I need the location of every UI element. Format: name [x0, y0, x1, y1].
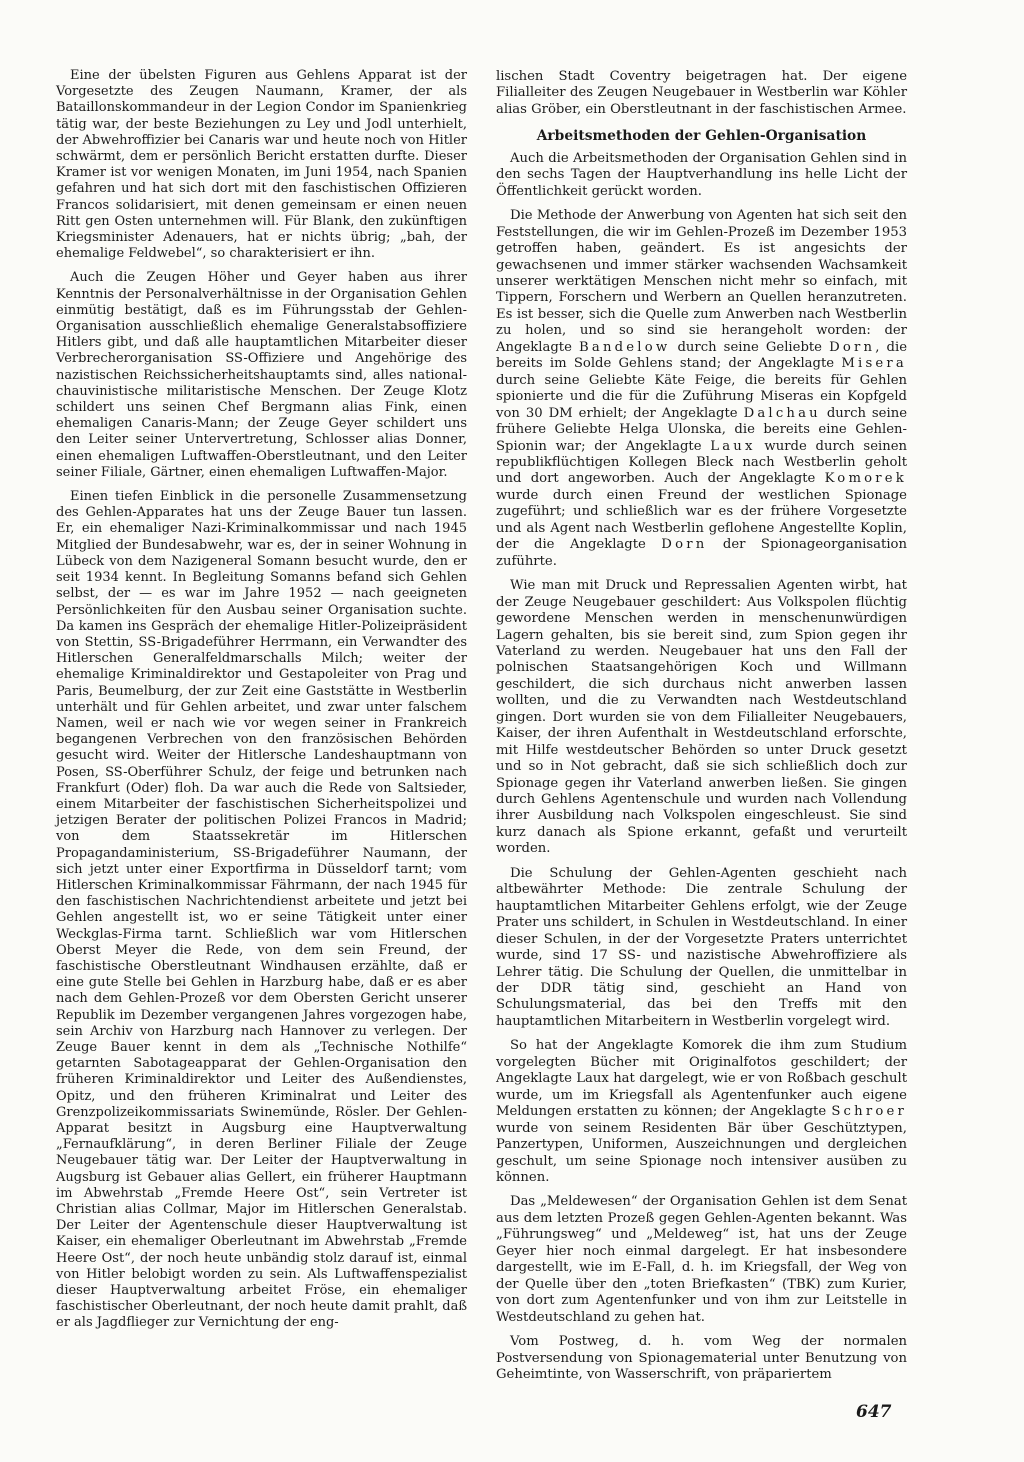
- spaced-name: Bandelow: [579, 339, 671, 355]
- paragraph-postweg: Vom Postweg, d. h. vom Weg der normalen Postversendung von Spionagematerial unter Benutzung von Geheimtinte, von Wasserschrift, von präpariertem: [496, 1334, 907, 1382]
- paragraph-schulung: Die Schulung der Gehlen-Agenten geschieht nach altbewährter Methode: Die zentrale Schulung der hauptamtlichen Mitarbeiter Gehlens erfolgt, wie der Zeuge Prater uns schildert, in Schulen in Westdeutschland. In einer dieser Schulen, in der der Vorgesetzte Praters unterrichtet wurde, sind 17 SS- und nazistische Abwehroffiziere als Lehrer tätig. Die Schulung der Quellen, die unmittelbar in der DDR tätig sind, geschieht an Hand von Schulungsmaterial, das bei den Treffs mit den hauptamtlichen Mitarbeitern in Westberlin vorgelegt wird.: [496, 865, 907, 1029]
- paragraph-komorek: So hat der Angeklagte Komorek die ihm zum Studium vorgelegten Bücher mit Originalfotos geschildert; der Angeklagte Laux hat dargelegt, wie er von Roßbach geschult wurde, um im Kriegsfall als Agentenfunker auch eigene Meldungen erstatten zu können; der Angeklagte Schroer wurde von seinem Residenten Bär über Geschütztypen, Panzertypen, Uniformen, Auszeichnungen und dergleichen geschult, um seine Spionage noch intensiver ausüben zu können.: [496, 1038, 907, 1185]
- paragraph-meldewesen: Das „Meldewesen“ der Organisation Gehlen ist dem Senat aus dem letzten Prozeß gegen Gehlen-Agenten bekannt. Was „Führungsweg“ und „Meldeweg“ ist, hat uns der Zeuge Geyer hier noch einmal dargelegt. Er hat insbesondere dargestellt, wie im E-Fall, d. h. im Kriegsfall, der Weg von der Quelle über den „toten Briefkasten“ (TBK) zum Kurier, von dort zum Agentenfunker und von ihm zur Leitstelle in Westdeutschland zu gehen hat.: [496, 1194, 907, 1325]
- page-number: 647: [856, 1402, 892, 1422]
- spaced-name: Misera: [841, 356, 907, 372]
- spaced-name: Dalchau: [743, 405, 821, 421]
- left-column: [56, 68, 467, 1340]
- spaced-name: Dorn: [661, 537, 708, 553]
- paragraph-kramer: Eine der übelsten Figuren aus Gehlens Apparat ist der Vorgesetzte des Zeugen Naumann, Kramer, der als Bataillonskommandeur in der Legion Condor im Spanienkrieg tätig war, der beste Beziehungen zu Ley und Jodl unterhielt, der Abwehroffizier bei Canaris war und heute noch von Hitler schwärmt, dem er persönlich Bericht erstatten durfte. Dieser Kramer ist vor wenigen Monaten, im Juni 1954, nach Spanien gefahren und hat sich dort mit den faschistischen Offizieren Francos solidarisiert, mit denen gemeinsam er einen neuen Ritt gen Osten unternehmen will. Für Blank, den zukünftigen Kriegsminister Adenauers, hat er nichts übrig; „bah, der ehemalige Feldwebel“, so charakterisiert er ihn.: [56, 68, 467, 262]
- right-column: [496, 69, 907, 1391]
- spaced-name: Laux: [710, 438, 756, 454]
- paragraph-hoeher-geyer: Auch die Zeugen Höher und Geyer haben aus ihrer Kenntnis der Personalverhältnisse in der Organisation Gehlen einmütig bestätigt, daß es im Führungsstab der Gehlen-Organisation ausschließlich ehemalige Generalstabsoffiziere Hitlers gibt, und daß alle hauptamtlichen Mitarbeiter dieser Verbrecherorganisation SS-Offiziere und Angehörige des nazistischen Reichssicherheitshauptamts sind, alles national-chauvinistische militaristische Menschen. Der Zeuge Klotz schildert uns seinen Chef Bergmann alias Fink, einen ehemaligen Canaris-Mann; der Zeuge Geyer schildert uns den Leiter seiner Untervertretung, Schlosser alias Donner, einen ehemaligen Luftwaffen-Oberstleutnant, und den Leiter seiner Filiale, Gärtner, einen ehemaligen Luftwaffen-Major.: [56, 270, 467, 480]
- paragraph-druck: Wie man mit Druck und Repressalien Agenten wirbt, hat der Zeuge Neugebauer geschildert: Aus Volkspolen flüchtig gewordene Menschen werden in menschenunwürdigen Lagern gehalten, bis sie bereit sind, zum Spion gegen ihr Vaterland zu werden. Neugebauer hat uns den Fall der polnischen Staatsangehörigen Koch und Willmann geschildert, die sich durchaus nicht anwerben lassen wollten, und die zu Verwandten nach Westdeutschland gingen. Dort wurden sie von dem Filialleiter Neugebauers, Kaiser, der ihren Aufenthalt in Westdeutschland erforschte, mit Hilfe westdeutscher Behörden so unter Druck gesetzt und so in Not gebracht, daß sie sich schließlich doch zur Spionage gegen ihr Vaterland anwerben ließen. Sie gingen durch Gehlens Agentenschule und wurden nach Vollendung ihrer Ausbildung nach Volkspolen eingeschleust. Sie sind kurz danach als Spione erkannt, gefaßt und verurteilt worden.: [496, 578, 907, 857]
- spaced-name: Schroer: [831, 1104, 907, 1120]
- spaced-name: Dorn: [829, 339, 876, 355]
- paragraph-methode: Die Methode der Anwerbung von Agenten hat sich seit den Feststellungen, die wir im Gehlen-Prozeß im Dezember 1953 getroffen haben, geändert. Es ist angesichts der gewachsenen und immer stärker wachsenden Wachsamkeit unserer werktätigen Menschen nicht mehr so einfach, mit Tippern, Forschern und Werbern an Quellen heranzutreten. Es ist besser, sich die Quelle zum Anwerben nach Westberlin zu holen, und so sind sie herangeholt worden: der Angeklagte Bandelow durch seine Geliebte Dorn, die bereits im Solde Gehlens stand; der Angeklagte Misera durch seine Geliebte Käte Feige, die bereits für Gehlen spionierte und die für die Zuführung Miseras ein Kopfgeld von 30 DM erhielt; der Angeklagte Dalchau durch seine frühere Geliebte Helga Ulonska, die bereits eine Gehlen-Spionin war; der Angeklagte Laux wurde durch seinen republikflüchtigen Kollegen Bleck nach Westberlin geholt und dort angeworben. Auch der Angeklagte Komorek wurde durch einen Freund der westlichen Spionage zugeführt; und schließlich war es der frühere Vorgesetzte und als Agent nach Westberlin geflohene Angestellte Koplin, der die Angeklagte Dorn der Spionageorganisation zuführte.: [496, 208, 908, 569]
- paragraph-bauer: Einen tiefen Einblick in die personelle Zusammensetzung des Gehlen-Apparates hat uns der Zeuge Bauer tun lassen. Er, ein ehemaliger Nazi-Kriminalkommissar und nach 1945 Mitglied der Bundesabwehr, war es, der in seiner Wohnung in Lübeck von dem Nazigeneral Somann besucht wurde, den er seit 1934 kennt. In Begleitung Somanns befand sich Gehlen selbst, der — es war im Jahre 1952 — nach geeigneten Persönlichkeiten für den Ausbau seiner Organisation suchte. Da kamen ins Gespräch der ehemalige Hitler-Polizeipräsident von Stettin, SS-Brigadeführer Herrmann, ein Verwandter des Hitlerschen Generalfeldmarschalls Milch; weiter der ehemalige Kriminaldirektor und Gestapoleiter von Prag und Paris, Beumelburg, der zur Zeit eine Gaststätte in Westberlin unterhält und für Gehlen arbeitet, und zwar unter falschem Namen, weil er nach wie vor wegen seiner in Frankreich begangenen Verbrechen von den französischen Behörden gesucht wird. Weiter der Hitlersche Landeshauptmann von Posen, SS-Oberführer Schulz, der feige und betrunken nach Frankfurt (Oder) floh. Da war auch die Rede von Saltsieder, einem Mitarbeiter der faschistischen Sicherheitspolizei und jetzigen Berater der politischen Polizei Francos in Madrid; von dem Staatssekretär im Hitlerschen Propagandaministerium, SS-Brigadeführer Naumann, der sich jetzt unter einer Exportfirma in Düsseldorf tarnt; vom Hitlerschen Kriminalkommissar Fährmann, der nach 1945 für den faschistischen Nachrichtendienst arbeitete und jetzt bei Gehlen angestellt ist, wo er seine Tätigkeit unter einer Weckglas-Firma tarnt. Schließlich war vom Hitlerschen Oberst Meyer die Rede, von dem sein Freund, der faschistische Oberstleutnant Windhausen erzählte, daß er eine gute Stelle bei Gehlen in Harzburg habe, daß er es aber nach dem Gehlen-Prozeß vor dem Obersten Gericht unserer Republik im Dezember vergangenen Jahres vorgezogen habe, sein Archiv von Harzburg nach Hannover zu verlegen. Der Zeuge Bauer kennt in dem als „Technische Nothilfe“ getarnten Sabotageapparat der Gehlen-Organisation den früheren Kriminaldirektor und Leiter des Außendienstes, Opitz, und den früheren Kriminalrat und Leiter des Grenzpolizeikommissariats Swinemünde, Rösler. Der Gehlen-Apparat besitzt in Augsburg eine Hauptverwaltung „Fernaufklärung“, in deren Berliner Filiale der Zeuge Neugebauer tätig war. Der Leiter der Hauptverwaltung in Augsburg ist Gebauer alias Gellert, ein früherer Hauptmann im Abwehrstab „Fremde Heere Ost“, sein Vertreter ist Christian alias Collmar, Major im Hitlerschen Generalstab. Der Leiter der Agentenschule dieser Hauptverwaltung ist Kaiser, ein ehemaliger Oberleutnant im Abwehrstab „Fremde Heere Ost“, der noch heute unbändig stolz darauf ist, einmal von Hitler belobigt worden zu sein. Als Luftwaffenspezialist dieser Hauptverwaltung arbeitet Fröse, ein ehemaliger faschistischer Oberleutnant, der noch heute damit prahlt, daß er als Jagdflieger zur Vernichtung der eng-: [56, 489, 467, 1331]
- paragraph-intro: Auch die Arbeitsmethoden der Organisation Gehlen sind in den sechs Tagen der Hauptverhandlung ins helle Licht der Öffentlichkeit gerückt worden.: [496, 150, 907, 199]
- spaced-name: Komorek: [824, 471, 907, 487]
- section-heading: Arbeitsmethoden der Gehlen-Organisation: [536, 128, 867, 145]
- paragraph-continuation: lischen Stadt Coventry beigetragen hat. Der eigene Filialleiter des Zeugen Neugebauer in Westberlin war Köhler alias Gröber, ein Oberstleutnant in der faschistischen Armee.: [496, 69, 907, 117]
